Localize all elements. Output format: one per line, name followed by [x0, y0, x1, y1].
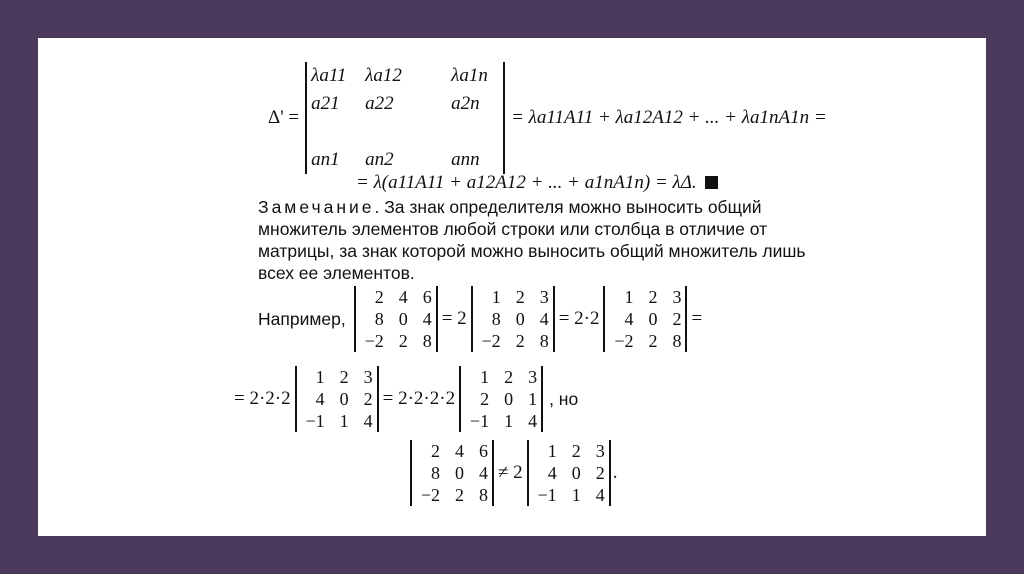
example-row-1	[258, 286, 702, 352]
cell: 2	[480, 389, 490, 409]
cell: λa11	[311, 65, 347, 86]
determinant-lambda	[305, 62, 505, 174]
cell: 2	[648, 287, 658, 307]
cell: λa12	[365, 65, 402, 86]
cell: 4	[315, 389, 325, 409]
cell: 1	[624, 287, 634, 307]
cell: 1	[491, 287, 501, 307]
cell: 4	[547, 463, 557, 483]
cell	[451, 118, 499, 146]
cell: 0	[339, 389, 349, 409]
cell: λa1n	[451, 65, 488, 86]
remark-paragraph	[258, 196, 838, 284]
cell: 4	[455, 441, 464, 461]
determinant	[527, 440, 611, 506]
cell: −1	[469, 411, 490, 431]
formula-delta-prime	[268, 62, 827, 174]
cell	[365, 118, 451, 146]
cell: 2	[571, 441, 581, 461]
cell: −2	[614, 331, 634, 351]
cell: 2	[504, 367, 514, 387]
determinant	[354, 286, 438, 352]
cell: 4	[528, 411, 538, 431]
cell: 3	[528, 367, 538, 387]
cell: 0	[571, 463, 581, 483]
determinant	[295, 366, 379, 432]
formula-line2-text: = λ(a11A11 + a12A12 + ... + a1nA1n) = λΔ.	[356, 172, 697, 193]
remark-heading: Замечание	[258, 197, 375, 217]
cell: an2	[365, 149, 394, 170]
cell: 8	[374, 309, 384, 329]
cell: 1	[571, 485, 581, 505]
cell: 8	[672, 331, 682, 351]
cell: a21	[311, 93, 340, 114]
cell: 1	[339, 411, 349, 431]
cell: 4	[479, 463, 488, 483]
cell: 6	[422, 287, 432, 307]
cell: 8	[539, 331, 549, 351]
qed-square-icon	[705, 176, 718, 189]
determinant	[471, 286, 555, 352]
cell: 0	[398, 309, 408, 329]
cell: −1	[537, 485, 557, 505]
formula-line2	[356, 172, 718, 194]
operator: =	[691, 308, 703, 329]
cell: 0	[504, 389, 514, 409]
cell: 2	[339, 367, 349, 387]
cell: 6	[479, 441, 488, 461]
cell: 1	[480, 367, 490, 387]
cell: ann	[451, 149, 480, 170]
operator: = 2·2	[558, 308, 600, 329]
cell: −2	[364, 331, 384, 351]
cell: 0	[455, 463, 464, 483]
cell: −2	[481, 331, 501, 351]
cell: 4	[595, 485, 605, 505]
cell: 8	[491, 309, 501, 329]
cell: 4	[422, 309, 432, 329]
determinant	[410, 440, 494, 506]
cell: 3	[539, 287, 549, 307]
cell: 2	[648, 331, 658, 351]
example-label: Например,	[258, 308, 346, 329]
cell: 2	[672, 309, 682, 329]
slide-page	[38, 38, 986, 536]
cell: 8	[479, 485, 488, 505]
cell: 4	[363, 411, 373, 431]
cell: 4	[398, 287, 408, 307]
cell: −1	[305, 411, 325, 431]
cell	[311, 118, 365, 146]
cell: 3	[595, 441, 605, 461]
cell: a22	[365, 93, 394, 114]
cell: 1	[528, 389, 538, 409]
cell: a2n	[451, 93, 480, 114]
cell: 2	[363, 389, 373, 409]
cell: 1	[315, 367, 325, 387]
operator: ≠ 2	[498, 462, 523, 483]
determinant	[459, 366, 543, 432]
cell: 0	[515, 309, 525, 329]
example-row-3	[410, 440, 617, 506]
cell: 1	[504, 411, 514, 431]
cell: 2	[398, 331, 408, 351]
tail-text: , но	[549, 388, 579, 409]
cell: 1	[547, 441, 557, 461]
tail-text: .	[612, 462, 618, 483]
operator: = 2·2·2·2	[382, 388, 456, 409]
example-row-2	[234, 366, 578, 432]
cell: 8	[422, 331, 432, 351]
cell: 2	[595, 463, 605, 483]
cell: 0	[648, 309, 658, 329]
operator: = 2	[441, 308, 467, 329]
cell: 2	[374, 287, 384, 307]
cell: 2	[515, 287, 525, 307]
cell: 2	[431, 441, 440, 461]
formula-rhs: = λa11A11 + λa12A12 + ... + λa1nA1n =	[511, 107, 827, 128]
cell: −2	[420, 485, 440, 505]
cell: 4	[539, 309, 549, 329]
cell: an1	[311, 149, 340, 170]
cell: 3	[672, 287, 682, 307]
cell: 4	[624, 309, 634, 329]
operator: = 2·2·2	[234, 388, 291, 409]
cell: 2	[455, 485, 464, 505]
remark-text: . За знак определителя можно выносить общий множитель элементов любой строки или столбца в отличие от матрицы, за знак которой можно выносить общий множитель лишь всех ее элементов.	[258, 197, 806, 283]
cell: 8	[431, 463, 440, 483]
cell: 3	[363, 367, 373, 387]
formula-lhs: Δ' =	[268, 107, 300, 128]
determinant	[603, 286, 687, 352]
cell: 2	[515, 331, 525, 351]
